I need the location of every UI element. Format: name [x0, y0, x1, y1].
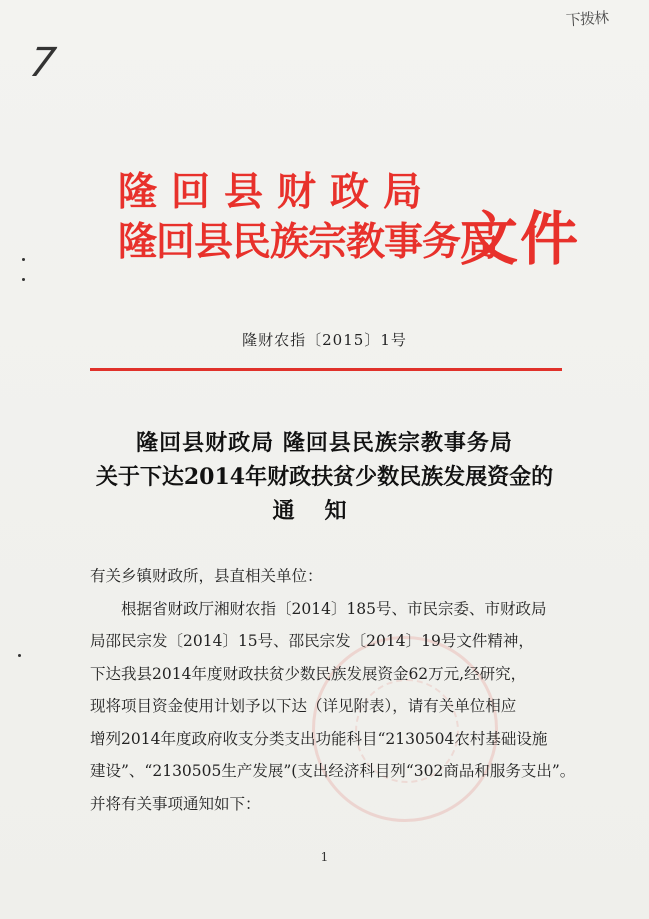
body-line: 建设”、“2130505生产发展”(支出经济科目列“302商品和服务支出”。 [90, 762, 576, 780]
body-line: 并将有关事项通知如下： [90, 794, 261, 813]
letterhead-org-2: 隆回县民族宗教事务局 [118, 220, 499, 265]
margin-mark [18, 654, 21, 657]
letterhead-org-1: 隆回县财政局 [118, 170, 437, 215]
margin-mark [22, 278, 25, 281]
red-divider [90, 368, 562, 371]
body-line: 增列2014年度政府收支分类支出功能科目“2130504农村基础设施 [90, 729, 548, 748]
body-line: 下达我县2014年度财政扶贫少数民族发展资金62万元,经研究， [90, 664, 527, 683]
handwritten-number: 7 [26, 40, 59, 86]
document-body [90, 560, 576, 820]
letterhead-doc-type: 文件 [460, 205, 581, 273]
document-number: 隆财农指〔2015〕1号 [242, 331, 407, 349]
body-line: 现将项目资金使用计划予以下达（详见附表），请有关单位相应 [90, 697, 517, 715]
salutation: 有关乡镇财政所，县直相关单位： [90, 567, 323, 585]
handwritten-note: 下拨林 [565, 8, 609, 30]
title-line-3: 通知 [272, 498, 377, 524]
title-line-1: 隆回县财政局 隆回县民族宗教事务局 [136, 430, 513, 456]
body-line: 根据省财政厅湘财农指〔2014〕185号、市民宗委、市财政局 [121, 599, 547, 618]
document-title [0, 426, 649, 528]
margin-mark [22, 258, 25, 261]
body-line: 局邵民宗发〔2014〕15号、邵民宗发〔2014〕19号文件精神， [90, 632, 534, 650]
title-line-2: 关于下达2014年财政扶贫少数民族发展资金的 [95, 464, 554, 490]
letterhead [118, 168, 498, 268]
page-number: 1 [320, 850, 329, 864]
